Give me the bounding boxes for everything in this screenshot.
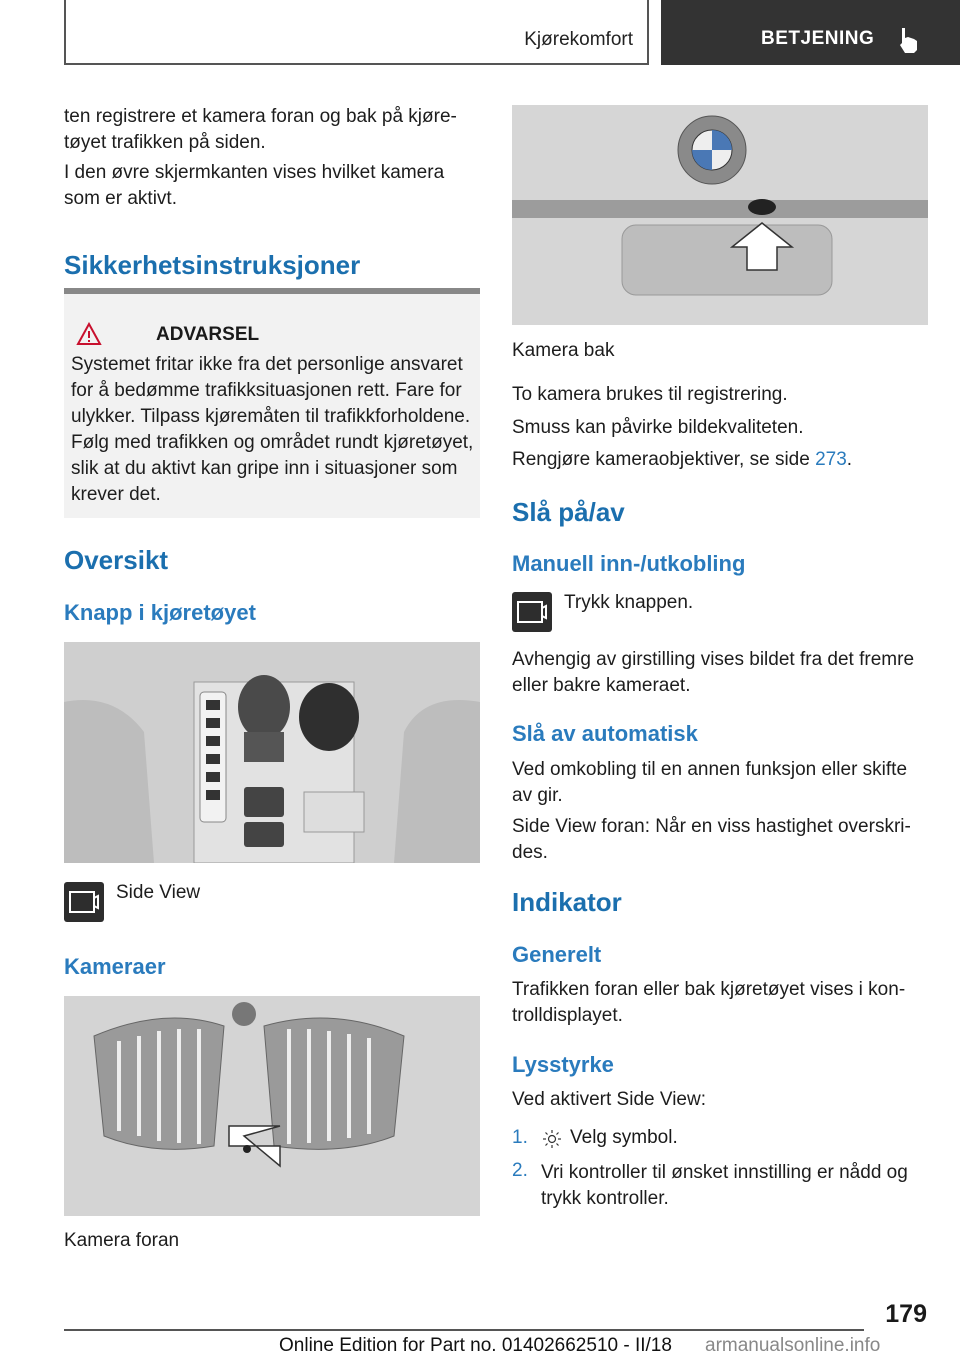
warning-triangle-icon [76, 322, 102, 346]
heading-indicator: Indikator [512, 887, 622, 917]
header-chapter: Kjørekomfort [524, 29, 633, 50]
footer-divider [64, 1329, 864, 1331]
footer-edition: Online Edition for Part no. 01402662510 - II/18 [279, 1335, 672, 1356]
hand-pointer-icon [896, 26, 922, 54]
side-view-label: Side View [116, 882, 201, 903]
heading-cameras: Kameraer [64, 954, 166, 979]
step-number: 2. [512, 1160, 528, 1181]
step-text: Velg symbol. [570, 1127, 678, 1148]
steps-list [512, 1127, 928, 1207]
intro-paragraph-2: I den øvre skjermkanten vises hvilket kamera som er aktivt. [64, 162, 445, 209]
paragraph-general: Trafikken foran eller bak kjøretøyet vises i kontrolldisplayet. [512, 979, 906, 1026]
step-text: Vri kontroller til ønsket innstilling er nådd og trykk kontroller. [541, 1162, 908, 1209]
paragraph-clean-lenses [512, 447, 928, 473]
page-link-273[interactable]: 273 [815, 449, 847, 470]
heading-on-off: Slå på/av [512, 497, 625, 527]
page-number: 179 [885, 1300, 927, 1328]
camera-button-icon [512, 592, 552, 632]
paragraph-two-cameras: To kamera brukes til registrering. [512, 384, 788, 405]
footer-watermark: armanualsonline.info [705, 1335, 881, 1356]
paragraph-dirt: Smuss kan påvirke bildekvaliteten. [512, 417, 804, 438]
heading-auto-off: Slå av automatisk [512, 721, 698, 746]
paragraph-depends: Avhengig av girstilling vises bildet fra det fremre eller bakre kameraet. [512, 649, 915, 696]
intro-paragraph-1: ten registrere et kamera foran og bak på kjøretøyet trafikken på siden. [64, 106, 457, 153]
warning-title: ADVARSEL [156, 324, 260, 345]
heading-brightness: Lysstyrke [512, 1052, 614, 1077]
heading-button-in-vehicle: Knapp i kjøretøyet [64, 600, 256, 625]
heading-general: Generelt [512, 942, 602, 967]
clean-lenses-text: Rengjøre kameraobjektiver, se side [512, 449, 816, 470]
step-number: 1. [512, 1127, 528, 1148]
front-camera-photo [64, 996, 480, 1216]
warning-text: Systemet fritar ikke fra det personlige ansvaret for å bedømme trafikksituasjonen rett. Fare for ulykker. Tilpass kjøremåten til trafikkforholdene. Følg med trafikken og området rundt kjøretøyet, slik at du aktivt kan gripe inn i situasjoner som krever det. [71, 354, 474, 505]
side-view-button-icon [64, 882, 104, 922]
paragraph-auto-2: Side View foran: Når en viss hastighet overskrides. [512, 816, 911, 863]
console-photo [64, 642, 480, 863]
warning-box [64, 288, 480, 518]
header-section: BETJENING [761, 28, 875, 49]
rear-camera-caption: Kamera bak [512, 340, 615, 361]
paragraph-auto-1: Ved omkobling til en annen funksjon eller skifte av gir. [512, 759, 908, 806]
rear-camera-photo [512, 105, 928, 325]
header-chapter-box [64, 0, 649, 65]
heading-overview: Oversikt [64, 545, 169, 575]
heading-manual: Manuell inn-/utkobling [512, 551, 746, 576]
heading-safety: Sikkerhetsinstruksjoner [64, 250, 361, 280]
press-button-text: Trykk knappen. [564, 592, 694, 613]
front-camera-caption: Kamera foran [64, 1230, 180, 1251]
paragraph-brightness: Ved aktivert Side View: [512, 1089, 706, 1110]
sun-brightness-icon [542, 1129, 562, 1149]
header-section-box [661, 0, 960, 65]
clean-lenses-period: . [846, 449, 853, 470]
